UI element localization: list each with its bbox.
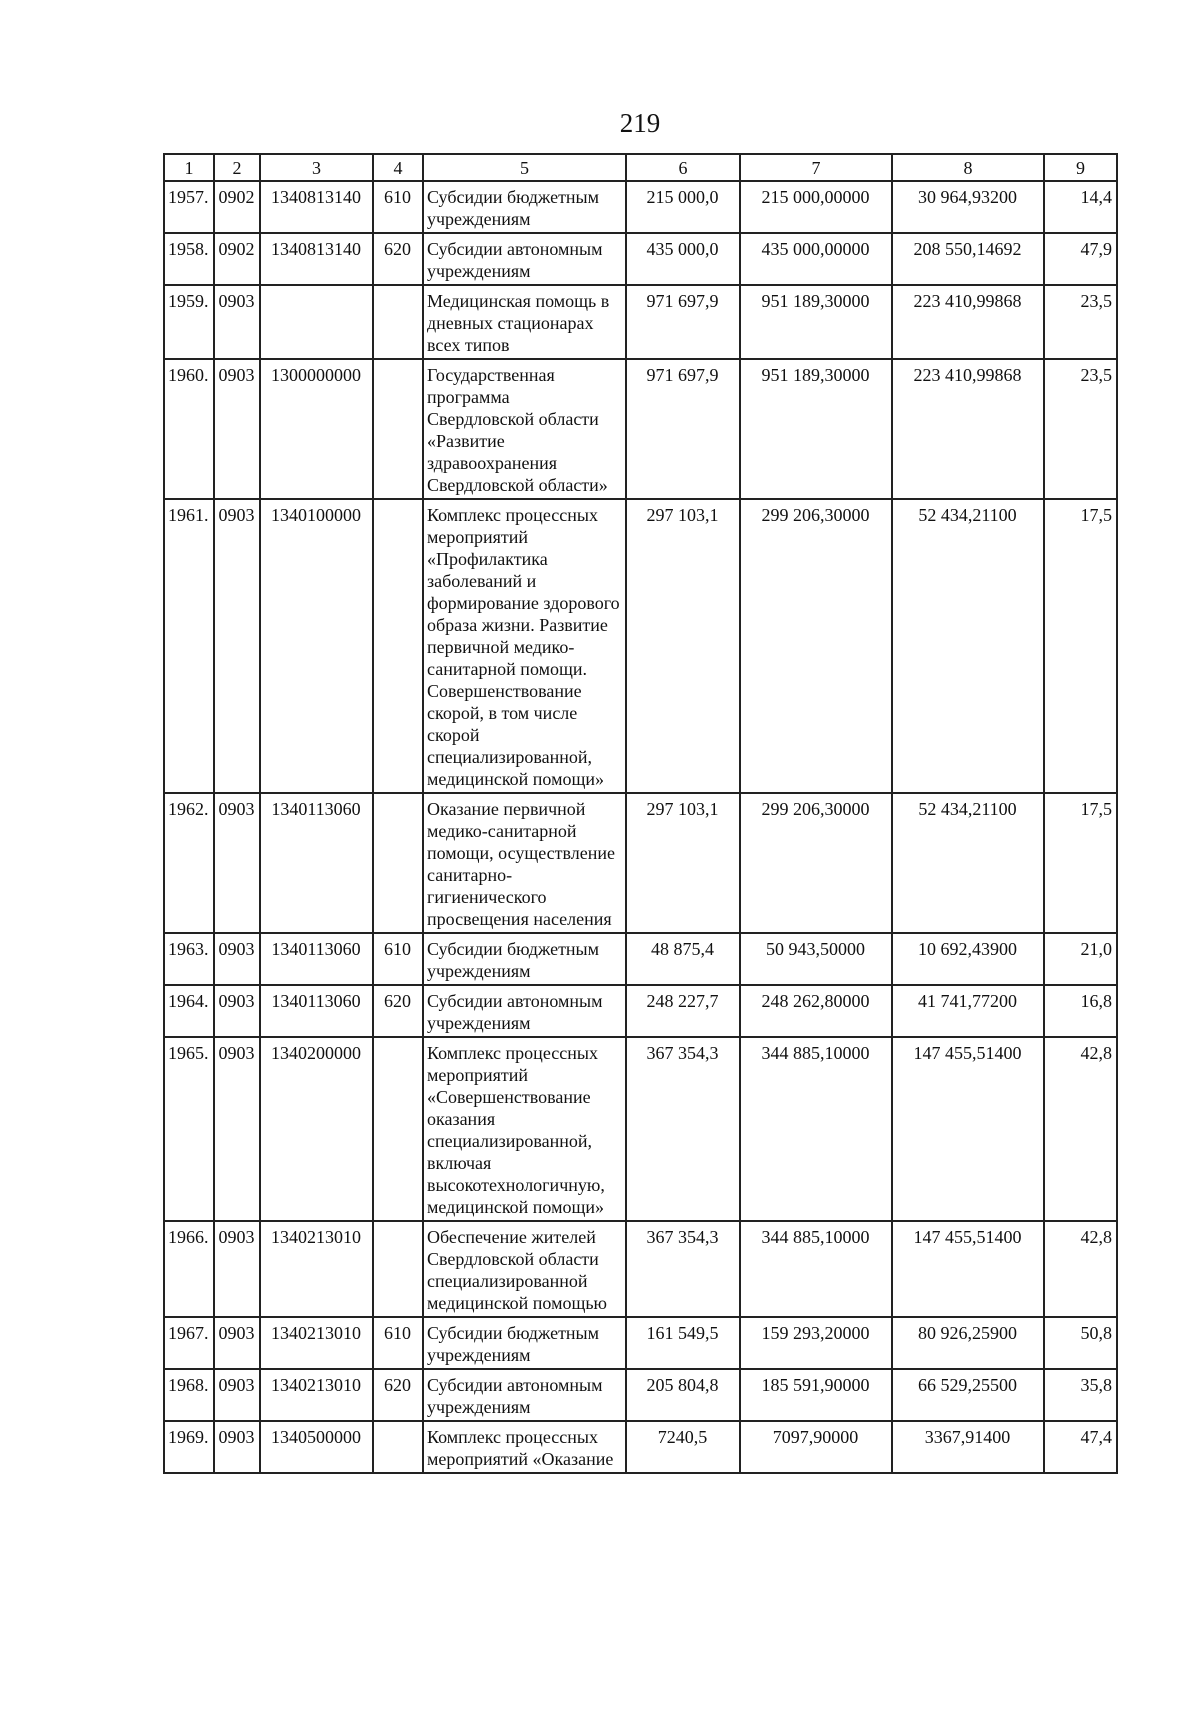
target-code: 1340200000 [260,1037,373,1221]
section-code: 0903 [214,793,260,933]
approved-amount: 7240,5 [626,1421,740,1473]
column-header: 7 [740,154,892,181]
execution-percent: 42,8 [1044,1221,1117,1317]
row-number: 1958. [164,233,214,285]
executed-amount: 80 926,25900 [892,1317,1044,1369]
item-name: Оказание первичной медико-санитарной помощи, осуществление санитарно-гигиенического просвещения населения [423,793,626,933]
table-row [164,1317,1117,1369]
execution-percent: 35,8 [1044,1369,1117,1421]
page-number: 219 [619,108,661,138]
approved-amount: 297 103,1 [626,499,740,793]
executed-amount: 3367,91400 [892,1421,1044,1473]
execution-percent: 21,0 [1044,933,1117,985]
column-header: 1 [164,154,214,181]
execution-percent: 14,4 [1044,181,1117,233]
section-code: 0902 [214,181,260,233]
expense-type: 610 [373,1317,423,1369]
executed-amount: 223 410,99868 [892,285,1044,359]
planned-amount: 7097,90000 [740,1421,892,1473]
table-row [164,933,1117,985]
target-code [260,285,373,359]
item-name: Субсидии бюджетным учреждениям [423,1317,626,1369]
expense-type: 620 [373,1369,423,1421]
column-header: 5 [423,154,626,181]
expense-type: 610 [373,181,423,233]
table-row [164,285,1117,359]
planned-amount: 344 885,10000 [740,1037,892,1221]
target-code: 1340213010 [260,1369,373,1421]
approved-amount: 971 697,9 [626,285,740,359]
planned-amount: 435 000,00000 [740,233,892,285]
item-name: Обеспечение жителей Свердловской области специализированной медицинской помощью [423,1221,626,1317]
planned-amount: 50 943,50000 [740,933,892,985]
item-name: Комплекс процессных мероприятий «Оказание [423,1421,626,1473]
section-code: 0902 [214,233,260,285]
expense-type [373,1037,423,1221]
item-name: Субсидии бюджетным учреждениям [423,933,626,985]
expense-type [373,1221,423,1317]
item-name: Субсидии автономным учреждениям [423,1369,626,1421]
planned-amount: 951 189,30000 [740,285,892,359]
table-row [164,985,1117,1037]
section-code: 0903 [214,1221,260,1317]
budget-table [163,153,1118,1474]
header-row [164,154,1117,181]
execution-percent: 17,5 [1044,499,1117,793]
item-name: Государственная программа Свердловской области «Развитие здравоохранения Свердловской области» [423,359,626,499]
target-code: 1340813140 [260,233,373,285]
planned-amount: 344 885,10000 [740,1221,892,1317]
approved-amount: 48 875,4 [626,933,740,985]
table-body [164,181,1117,1473]
table-row [164,181,1117,233]
row-number: 1960. [164,359,214,499]
approved-amount: 248 227,7 [626,985,740,1037]
execution-percent: 23,5 [1044,359,1117,499]
item-name: Субсидии автономным учреждениям [423,233,626,285]
execution-percent: 17,5 [1044,793,1117,933]
row-number: 1968. [164,1369,214,1421]
approved-amount: 367 354,3 [626,1037,740,1221]
item-name: Субсидии бюджетным учреждениям [423,181,626,233]
approved-amount: 161 549,5 [626,1317,740,1369]
expense-type [373,285,423,359]
target-code: 1340213010 [260,1221,373,1317]
execution-percent: 47,9 [1044,233,1117,285]
execution-percent: 23,5 [1044,285,1117,359]
planned-amount: 159 293,20000 [740,1317,892,1369]
section-code: 0903 [214,499,260,793]
planned-amount: 215 000,00000 [740,181,892,233]
row-number: 1965. [164,1037,214,1221]
executed-amount: 208 550,14692 [892,233,1044,285]
execution-percent: 42,8 [1044,1037,1117,1221]
row-number: 1967. [164,1317,214,1369]
column-header: 3 [260,154,373,181]
table-row [164,233,1117,285]
row-number: 1962. [164,793,214,933]
executed-amount: 66 529,25500 [892,1369,1044,1421]
section-code: 0903 [214,1369,260,1421]
section-code: 0903 [214,985,260,1037]
row-number: 1969. [164,1421,214,1473]
column-header: 4 [373,154,423,181]
table-row [164,1369,1117,1421]
section-code: 0903 [214,285,260,359]
execution-percent: 50,8 [1044,1317,1117,1369]
approved-amount: 367 354,3 [626,1221,740,1317]
row-number: 1966. [164,1221,214,1317]
expense-type [373,359,423,499]
section-code: 0903 [214,933,260,985]
table-row [164,1221,1117,1317]
target-code: 1340500000 [260,1421,373,1473]
expense-type: 610 [373,933,423,985]
execution-percent: 16,8 [1044,985,1117,1037]
item-name: Медицинская помощь в дневных стационарах всех типов [423,285,626,359]
column-header: 9 [1044,154,1117,181]
executed-amount: 52 434,21100 [892,499,1044,793]
planned-amount: 951 189,30000 [740,359,892,499]
expense-type: 620 [373,985,423,1037]
section-code: 0903 [214,1317,260,1369]
expense-type [373,1421,423,1473]
executed-amount: 223 410,99868 [892,359,1044,499]
target-code: 1340113060 [260,985,373,1037]
executed-amount: 52 434,21100 [892,793,1044,933]
target-code: 1340113060 [260,793,373,933]
expense-type: 620 [373,233,423,285]
target-code: 1340113060 [260,933,373,985]
target-code: 1340100000 [260,499,373,793]
target-code: 1300000000 [260,359,373,499]
item-name: Комплекс процессных мероприятий «Совершенствование оказания специализированной, включая высокотехнологичную, медицинской помощи» [423,1037,626,1221]
item-name: Субсидии автономным учреждениям [423,985,626,1037]
row-number: 1961. [164,499,214,793]
table-row [164,1421,1117,1473]
row-number: 1963. [164,933,214,985]
executed-amount: 30 964,93200 [892,181,1044,233]
table-row [164,793,1117,933]
table-row [164,359,1117,499]
column-header: 2 [214,154,260,181]
planned-amount: 248 262,80000 [740,985,892,1037]
executed-amount: 147 455,51400 [892,1037,1044,1221]
column-header: 6 [626,154,740,181]
row-number: 1959. [164,285,214,359]
planned-amount: 185 591,90000 [740,1369,892,1421]
section-code: 0903 [214,359,260,499]
executed-amount: 10 692,43900 [892,933,1044,985]
section-code: 0903 [214,1421,260,1473]
executed-amount: 147 455,51400 [892,1221,1044,1317]
section-code: 0903 [214,1037,260,1221]
row-number: 1964. [164,985,214,1037]
planned-amount: 299 206,30000 [740,499,892,793]
table-row [164,1037,1117,1221]
approved-amount: 215 000,0 [626,181,740,233]
approved-amount: 971 697,9 [626,359,740,499]
target-code: 1340813140 [260,181,373,233]
expense-type [373,499,423,793]
row-number: 1957. [164,181,214,233]
item-name: Комплекс процессных мероприятий «Профилактика заболеваний и формирование здорового образа жизни. Развитие первичной медико-санитарной помощи. Совершенствование скорой, в том числе скорой специализированной, медицинской помощи» [423,499,626,793]
expense-type [373,793,423,933]
planned-amount: 299 206,30000 [740,793,892,933]
approved-amount: 297 103,1 [626,793,740,933]
table-row [164,499,1117,793]
column-header: 8 [892,154,1044,181]
approved-amount: 205 804,8 [626,1369,740,1421]
executed-amount: 41 741,77200 [892,985,1044,1037]
approved-amount: 435 000,0 [626,233,740,285]
execution-percent: 47,4 [1044,1421,1117,1473]
target-code: 1340213010 [260,1317,373,1369]
